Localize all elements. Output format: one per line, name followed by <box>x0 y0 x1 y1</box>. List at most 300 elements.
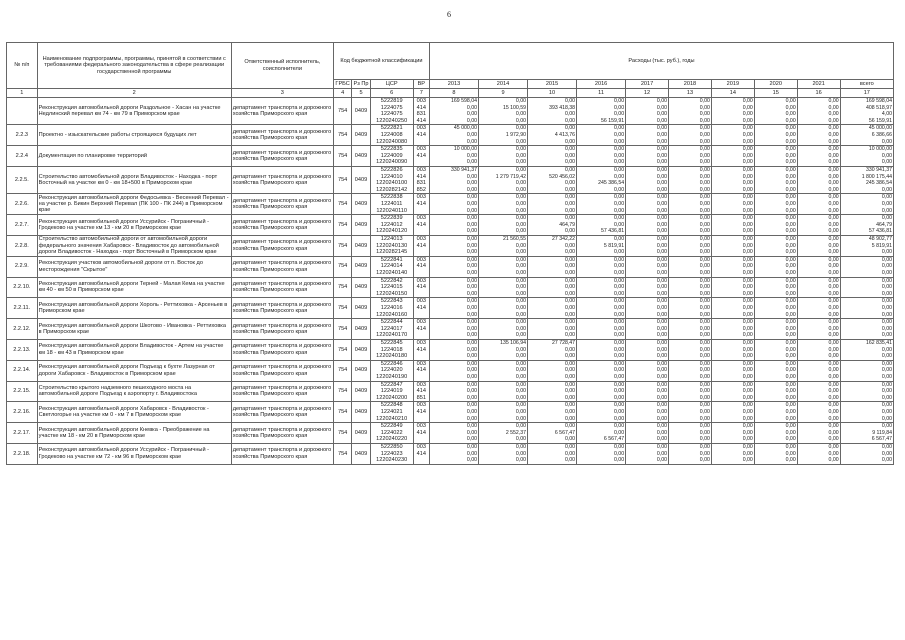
row-year-cell <box>711 194 754 215</box>
row-name: Строительство автомобильной дороги Владивосток - Находка - порт Восточный на участке км 0 - км 18+500 в Приморском крае <box>37 166 231 193</box>
amount-value: 0,00 <box>699 353 710 360</box>
amount-value: 0,00 <box>699 228 710 235</box>
row-total-cell <box>840 339 893 360</box>
row-grbs: 754 <box>333 125 351 146</box>
amount-value: 0,00 <box>515 242 527 249</box>
row-year-cell <box>429 166 478 193</box>
vr-code: 003 <box>416 277 426 284</box>
amount-value: 0,00 <box>613 256 625 263</box>
amount-value: 0,00 <box>564 298 576 305</box>
amount-value: 0,00 <box>785 194 796 201</box>
vr-code: 003 <box>416 339 426 346</box>
amount-value: 0,00 <box>656 117 667 124</box>
amount-value: 0,00 <box>742 98 753 104</box>
row-year-cell <box>577 166 626 193</box>
amount-value: 4,00 <box>881 111 892 118</box>
amount-value: 0,00 <box>828 146 839 153</box>
amount-value: 0,00 <box>466 152 477 159</box>
row-total-cell <box>840 256 893 277</box>
row-executor: департамент транспорта и дорожного хозяйства Приморского края <box>231 298 333 319</box>
row-year-cell <box>711 235 754 256</box>
row-total-cell <box>840 215 893 236</box>
amount-value: 56 159,91 <box>868 117 892 124</box>
csr-code: 5222845 <box>380 339 403 346</box>
amount-value: 0,00 <box>613 159 625 166</box>
amount-value: 0,00 <box>828 117 839 124</box>
amount-value: 0,00 <box>881 215 892 222</box>
amount-value: 0,00 <box>742 436 753 443</box>
table-row <box>7 277 894 298</box>
amount-value: 0,00 <box>564 263 576 270</box>
amount-value: 0,00 <box>515 436 527 443</box>
amount-value: 0,00 <box>881 408 892 415</box>
amount-value: 0,00 <box>466 256 477 263</box>
row-total-cell <box>840 319 893 340</box>
row-name: Реконструкция автомобильной дороги Шкотово - Ивановка - Реттиховка в Приморском крае <box>37 319 231 340</box>
amount-value: 0,00 <box>613 298 625 305</box>
amount-value: 0,00 <box>515 215 527 222</box>
amount-value: 0,00 <box>881 249 892 256</box>
amount-value: 0,00 <box>613 131 625 138</box>
amount-value: 0,00 <box>699 146 710 153</box>
amount-value: 0,00 <box>828 402 839 409</box>
header-kbk: Код бюджетной классификации <box>333 43 429 80</box>
vr-code <box>415 332 428 339</box>
csr-code: 1224020 <box>380 367 403 374</box>
amount-value: 0,00 <box>656 207 667 214</box>
row-year-cell <box>711 146 754 167</box>
row-year-cell <box>577 277 626 298</box>
amount-value: 0,00 <box>828 125 839 132</box>
csr-code: 1224010 <box>380 173 403 180</box>
amount-value: 0,00 <box>564 311 576 318</box>
row-year-cell <box>429 98 478 125</box>
amount-value: 0,00 <box>613 353 625 360</box>
csr-code: 1220240120 <box>376 228 408 235</box>
row-year-cell <box>669 360 712 381</box>
row-year-cell <box>754 235 797 256</box>
amount-value: 0,00 <box>828 249 839 256</box>
vr-code <box>415 457 428 464</box>
amount-value: 0,00 <box>881 402 892 409</box>
amount-value: 0,00 <box>785 415 796 422</box>
amount-value: 0,00 <box>564 228 576 235</box>
amount-value: 0,00 <box>613 394 625 401</box>
amount-value: 0,00 <box>564 194 576 201</box>
row-year-cell <box>429 402 478 423</box>
amount-value: 245 386,54 <box>866 180 892 187</box>
amount-value: 0,00 <box>742 415 753 422</box>
amount-value: 0,00 <box>785 360 796 367</box>
amount-value: 0,00 <box>656 111 667 118</box>
row-year-cell <box>754 125 797 146</box>
row-rzpr: 0409 <box>352 360 370 381</box>
csr-code: 1224016 <box>380 304 403 311</box>
vr-code: 003 <box>416 215 426 222</box>
amount-value: 0,00 <box>785 367 796 374</box>
row-year-cell <box>797 443 840 464</box>
amount-value: 56 159,91 <box>601 117 625 124</box>
amount-value: 0,00 <box>613 98 625 104</box>
amount-value: 0,00 <box>699 166 710 173</box>
amount-value: 0,00 <box>466 207 477 214</box>
amount-value: 0,00 <box>656 186 667 193</box>
amount-value: 0,00 <box>699 269 710 276</box>
row-year-cell <box>577 360 626 381</box>
vr-code <box>415 249 428 256</box>
row-year-cell <box>754 381 797 402</box>
row-year-cell <box>528 215 577 236</box>
amount-value: 0,00 <box>828 256 839 263</box>
row-vr-cell <box>413 402 429 423</box>
header-year: 2019 <box>711 80 754 89</box>
amount-value: 0,00 <box>699 304 710 311</box>
row-year-cell <box>528 319 577 340</box>
amount-value: 330 941,37 <box>451 166 477 173</box>
amount-value: 0,00 <box>564 200 576 207</box>
row-rzpr: 0409 <box>352 256 370 277</box>
row-year-cell <box>429 256 478 277</box>
header-year: 2015 <box>528 80 577 89</box>
row-year-cell <box>626 381 669 402</box>
amount-value: 0,00 <box>564 394 576 401</box>
amount-value: 0,00 <box>699 180 710 187</box>
row-name: Реконструкция автомобильной дороги Хабаровск - Владивосток - Светлогорье на участке км 0 - км 7 в Приморском крае <box>37 402 231 423</box>
amount-value: 0,00 <box>828 235 839 242</box>
row-vr-cell <box>413 215 429 236</box>
row-year-cell <box>479 381 528 402</box>
row-rzpr: 0409 <box>352 125 370 146</box>
amount-value: 0,00 <box>613 166 625 173</box>
amount-value: 0,00 <box>742 423 753 430</box>
row-year-cell <box>754 194 797 215</box>
amount-value: 0,00 <box>656 311 667 318</box>
vr-code <box>415 416 428 423</box>
row-grbs: 754 <box>333 339 351 360</box>
row-year-cell <box>528 339 577 360</box>
amount-value: 0,00 <box>515 415 527 422</box>
vr-code: 414 <box>416 173 426 180</box>
amount-value: 0,00 <box>785 450 796 457</box>
amount-value: 0,00 <box>466 443 477 450</box>
row-rzpr: 0409 <box>352 215 370 236</box>
vr-code <box>415 374 428 381</box>
row-year-cell <box>429 215 478 236</box>
row-executor: департамент транспорта и дорожного хозяйства Приморского края <box>231 194 333 215</box>
row-year-cell <box>711 215 754 236</box>
header-year: 2017 <box>626 80 669 89</box>
row-year-cell <box>429 146 478 167</box>
amount-value: 0,00 <box>785 304 796 311</box>
amount-value: 0,00 <box>466 325 477 332</box>
amount-value: 0,00 <box>564 367 576 374</box>
row-year-cell <box>528 146 577 167</box>
amount-value: 0,00 <box>466 221 477 228</box>
row-csr-cell <box>370 98 413 125</box>
amount-value: 162 835,41 <box>866 339 892 346</box>
amount-value: 0,00 <box>613 304 625 311</box>
amount-value: 0,00 <box>564 360 576 367</box>
amount-value: 0,00 <box>515 125 527 132</box>
row-year-cell <box>528 98 577 125</box>
amount-value: 6 567,47 <box>603 436 625 443</box>
vr-code: 003 <box>416 256 426 263</box>
amount-value: 0,00 <box>699 277 710 284</box>
row-year-cell <box>797 98 840 125</box>
amount-value: 0,00 <box>613 263 625 270</box>
csr-code: 5222838 <box>380 194 403 201</box>
vr-code <box>415 312 428 319</box>
amount-value: 0,00 <box>785 381 796 388</box>
amount-value: 0,00 <box>699 373 710 380</box>
amount-value: 0,00 <box>742 450 753 457</box>
amount-value: 0,00 <box>656 284 667 291</box>
amount-value: 0,00 <box>785 228 796 235</box>
amount-value: 0,00 <box>466 269 477 276</box>
row-year-cell <box>797 256 840 277</box>
table-row <box>7 381 894 402</box>
amount-value: 0,00 <box>742 186 753 193</box>
amount-value: 0,00 <box>656 408 667 415</box>
amount-value: 0,00 <box>742 125 753 132</box>
vr-code: 414 <box>416 221 426 228</box>
amount-value: 0,00 <box>613 360 625 367</box>
vr-code: 003 <box>416 443 426 450</box>
amount-value: 0,00 <box>828 298 839 305</box>
amount-value: 408 518,97 <box>866 104 892 111</box>
amount-value: 0,00 <box>881 269 892 276</box>
amount-value: 0,00 <box>699 298 710 305</box>
amount-value: 0,00 <box>656 242 667 249</box>
amount-value: 0,00 <box>828 269 839 276</box>
amount-value: 0,00 <box>699 402 710 409</box>
column-number: 11 <box>577 89 626 98</box>
amount-value: 0,00 <box>785 138 796 145</box>
row-year-cell <box>429 319 478 340</box>
csr-code: 1224021 <box>380 408 403 415</box>
amount-value: 0,00 <box>699 450 710 457</box>
row-number: 2.2.16. <box>7 402 38 423</box>
vr-code: 831 <box>416 111 426 118</box>
amount-value: 0,00 <box>828 138 839 145</box>
amount-value: 0,00 <box>564 249 576 256</box>
row-year-cell <box>577 146 626 167</box>
row-csr-cell <box>370 381 413 402</box>
amount-value: 0,00 <box>466 284 477 291</box>
row-executor: департамент транспорта и дорожного хозяйства Приморского края <box>231 443 333 464</box>
row-year-cell <box>797 298 840 319</box>
amount-value: 0,00 <box>785 263 796 270</box>
vr-code <box>415 270 428 277</box>
amount-value: 0,00 <box>699 332 710 339</box>
row-vr-cell <box>413 256 429 277</box>
amount-value: 0,00 <box>828 159 839 166</box>
column-numbers-row <box>7 89 894 98</box>
amount-value: 1 279 719,42 <box>495 173 527 180</box>
row-year-cell <box>528 194 577 215</box>
amount-value: 0,00 <box>613 408 625 415</box>
amount-value: 0,00 <box>742 381 753 388</box>
amount-value: 0,00 <box>881 194 892 201</box>
amount-value: 0,00 <box>881 284 892 291</box>
amount-value: 0,00 <box>613 173 625 180</box>
amount-value: 0,00 <box>785 408 796 415</box>
row-year-cell <box>669 98 712 125</box>
amount-value: 0,00 <box>881 186 892 193</box>
csr-code: 1220240140 <box>376 269 408 276</box>
row-name: Реконструкция автомобильной дороги Хороль - Реттиховка - Арсеньев в Приморском крае <box>37 298 231 319</box>
row-executor: департамент транспорта и дорожного хозяйства Приморского края <box>231 381 333 402</box>
column-number: 15 <box>754 89 797 98</box>
column-number: 10 <box>528 89 577 98</box>
amount-value: 0,00 <box>699 131 710 138</box>
amount-value: 0,00 <box>785 373 796 380</box>
amount-value: 0,00 <box>742 146 753 153</box>
row-year-cell <box>528 443 577 464</box>
amount-value: 0,00 <box>742 256 753 263</box>
amount-value: 0,00 <box>742 408 753 415</box>
vr-code: 003 <box>416 319 426 326</box>
amount-value: 0,00 <box>515 353 527 360</box>
row-year-cell <box>577 194 626 215</box>
row-year-cell <box>754 166 797 193</box>
row-total-cell <box>840 423 893 444</box>
amount-value: 0,00 <box>699 104 710 111</box>
amount-value: 0,00 <box>656 339 667 346</box>
row-year-cell <box>711 256 754 277</box>
row-name: Реконструкция автомобильной дороги Уссурийск - Пограничный - Гродеково на участке км 13 - км 20 в Приморском крае <box>37 215 231 236</box>
amount-value: 0,00 <box>564 373 576 380</box>
vr-code: 003 <box>416 146 426 153</box>
amount-value: 0,00 <box>742 215 753 222</box>
row-grbs: 754 <box>333 98 351 125</box>
vr-code: 852 <box>416 186 426 193</box>
amount-value: 0,00 <box>742 443 753 450</box>
amount-value: 0,00 <box>466 249 477 256</box>
row-year-cell <box>711 166 754 193</box>
row-name: Реконструкция автомобильной дороги Раздольное - Хасан на участке Недлинский перевал км 74 - км 79 в Приморском крае <box>37 98 231 125</box>
amount-value: 0,00 <box>515 443 527 450</box>
amount-value: 0,00 <box>515 194 527 201</box>
row-year-cell <box>797 339 840 360</box>
amount-value: 0,00 <box>656 298 667 305</box>
amount-value: 0,00 <box>742 346 753 353</box>
amount-value: 0,00 <box>515 360 527 367</box>
csr-code: 5222819 <box>380 98 403 104</box>
amount-value: 0,00 <box>515 146 527 153</box>
amount-value: 0,00 <box>785 249 796 256</box>
amount-value: 0,00 <box>515 228 527 235</box>
amount-value: 0,00 <box>656 415 667 422</box>
amount-value: 0,00 <box>656 319 667 326</box>
header-grbs: ГРБС <box>335 80 350 87</box>
amount-value: 0,00 <box>785 207 796 214</box>
vr-code: 414 <box>416 200 426 207</box>
amount-value: 0,00 <box>613 269 625 276</box>
amount-value: 0,00 <box>564 436 576 443</box>
amount-value: 0,00 <box>564 152 576 159</box>
header-num: № п/п <box>7 43 38 89</box>
amount-value: 0,00 <box>699 98 710 104</box>
row-grbs: 754 <box>333 256 351 277</box>
vr-code <box>415 436 428 443</box>
row-number: 2.2.18. <box>7 443 38 464</box>
row-executor: департамент транспорта и дорожного хозяйства Приморского края <box>231 125 333 146</box>
amount-value: 0,00 <box>613 221 625 228</box>
amount-value: 0,00 <box>466 429 477 436</box>
amount-value: 0,00 <box>515 408 527 415</box>
amount-value: 0,00 <box>742 325 753 332</box>
vr-code: 414 <box>416 304 426 311</box>
csr-code: 1220240150 <box>376 290 408 297</box>
row-year-cell <box>754 298 797 319</box>
amount-value: 0,00 <box>699 235 710 242</box>
amount-value: 0,00 <box>828 436 839 443</box>
row-year-cell <box>669 256 712 277</box>
row-year-cell <box>429 423 478 444</box>
row-rzpr: 0409 <box>352 277 370 298</box>
amount-value: 0,00 <box>466 304 477 311</box>
amount-value: 0,00 <box>881 277 892 284</box>
amount-value: 0,00 <box>785 104 796 111</box>
amount-value: 0,00 <box>742 228 753 235</box>
amount-value: 0,00 <box>613 146 625 153</box>
row-year-cell <box>669 298 712 319</box>
column-number: 16 <box>797 89 840 98</box>
row-year-cell <box>626 360 669 381</box>
csr-code: 1224075 <box>380 104 403 111</box>
row-grbs: 754 <box>333 215 351 236</box>
row-csr-cell <box>370 319 413 340</box>
amount-value: 0,00 <box>699 242 710 249</box>
amount-value: 0,00 <box>466 298 477 305</box>
row-year-cell <box>626 98 669 125</box>
vr-code: 003 <box>416 402 426 409</box>
row-year-cell <box>429 235 478 256</box>
amount-value: 0,00 <box>881 457 892 464</box>
row-year-cell <box>669 423 712 444</box>
table-row <box>7 235 894 256</box>
amount-value: 0,00 <box>742 180 753 187</box>
amount-value: 0,00 <box>881 319 892 326</box>
csr-code: 1220240190 <box>376 373 408 380</box>
amount-value: 0,00 <box>564 117 576 124</box>
row-grbs: 754 <box>333 423 351 444</box>
csr-code: 1220240250 <box>376 117 408 124</box>
amount-value: 0,00 <box>656 263 667 270</box>
amount-value: 520 456,02 <box>549 173 576 180</box>
amount-value: 0,00 <box>515 346 527 353</box>
amount-value: 0,00 <box>656 394 667 401</box>
row-executor: департамент транспорта и дорожного хозяйства Приморского края <box>231 319 333 340</box>
amount-value: 0,00 <box>742 367 753 374</box>
amount-value: 0,00 <box>828 443 839 450</box>
amount-value: 0,00 <box>699 256 710 263</box>
amount-value: 0,00 <box>515 298 527 305</box>
row-year-cell <box>479 235 528 256</box>
amount-value: 0,00 <box>742 221 753 228</box>
row-name: Реконструкция автомобильной дороги Владивосток - Артем на участке км 18 - км 43 в Приморском крае <box>37 339 231 360</box>
row-executor: департамент транспорта и дорожного хозяйства Приморского края <box>231 360 333 381</box>
amount-value: 0,00 <box>466 346 477 353</box>
row-year-cell <box>669 125 712 146</box>
vr-code <box>415 139 428 146</box>
amount-value: 6 567,47 <box>554 429 576 436</box>
row-vr-cell <box>413 339 429 360</box>
amount-value: 0,00 <box>828 381 839 388</box>
vr-code: 003 <box>416 381 426 388</box>
row-rzpr: 0409 <box>352 298 370 319</box>
